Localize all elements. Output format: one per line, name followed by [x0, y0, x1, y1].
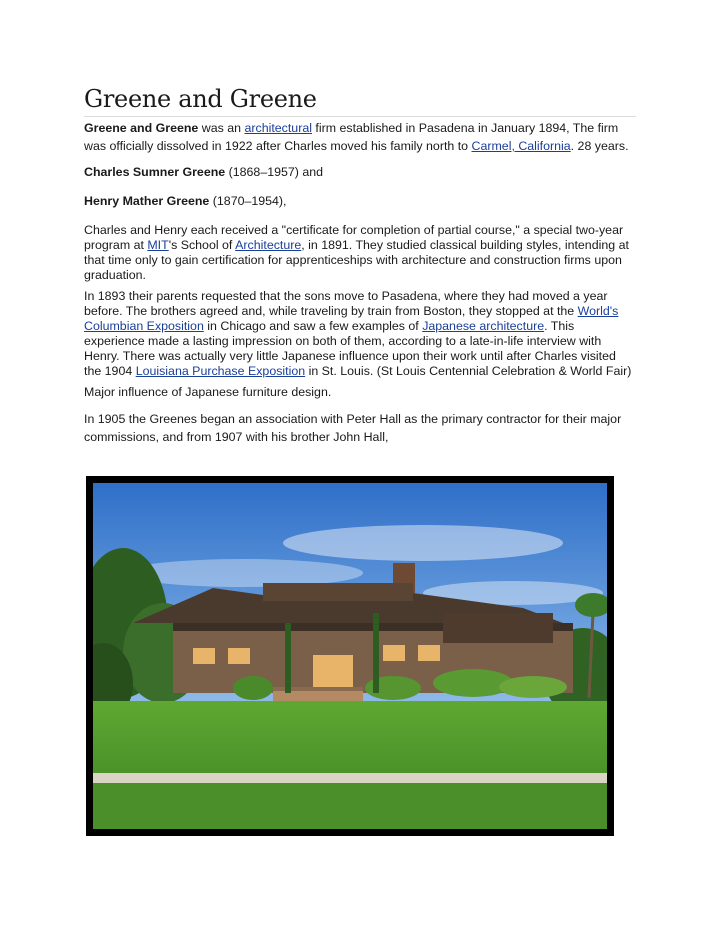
page-title: Greene and Greene [84, 84, 636, 117]
charles-paragraph [84, 165, 636, 180]
link-louisiana-purchase-exposition[interactable]: Louisiana Purchase Exposition [135, 364, 306, 378]
henry-paragraph [84, 194, 636, 209]
link-japanese-architecture[interactable]: Japanese architecture [422, 319, 545, 333]
text-run: firm established in Pasadena in January 1894, The firm was officially dissolved in 1922 after Charles moved his family north to [84, 121, 619, 153]
sidewalk [93, 773, 607, 783]
link-mit[interactable]: MIT [147, 238, 169, 252]
link-architectural[interactable]: architectural [244, 121, 312, 135]
pasadena-paragraph [84, 289, 636, 379]
document-page [84, 84, 636, 446]
henry-name: Henry Mather Greene [84, 194, 210, 208]
text-run: . 28 years. [570, 139, 629, 153]
link-architecture[interactable]: Architecture [235, 238, 302, 252]
text-run: In 1893 their parents requested that the sons move to Pasadena, where they had moved a year before. The brothers agreed and, while traveling by train from Boston, they stopped at the [84, 289, 608, 318]
cloud [283, 525, 563, 561]
parkway-grass [93, 783, 607, 829]
intro-paragraph [84, 119, 636, 155]
text-run: was an [198, 121, 245, 135]
link-carmel-california[interactable]: Carmel, California [471, 139, 571, 153]
text-run: (1868–1957) and [225, 165, 324, 179]
influence-paragraph: Major influence of Japanese furniture design. [84, 385, 332, 399]
text-run: Charles and Henry each received a "certificate for completion of partial course," a special two-year program at [84, 223, 624, 252]
gamble-house-photo [93, 483, 607, 829]
text-run: , in 1891. They studied classical building styles, intending at that time only to gain certification for apprenticeships with architecture and construction firms upon graduation. [84, 238, 629, 282]
house-photo-frame [86, 476, 614, 836]
hall-paragraph: In 1905 the Greenes began an association with Peter Hall as the primary contractor for their major commissions, and from 1907 with his brother John Hall, [84, 412, 622, 444]
text-run: in St. Louis. (St Louis Centennial Celebration & World Fair) [305, 364, 632, 378]
education-paragraph [84, 223, 636, 283]
text-run: (1870–1954), [209, 194, 287, 208]
link-worlds-columbian-exposition[interactable]: World's Columbian Exposition [84, 304, 619, 333]
firm-name: Greene and Greene [84, 121, 199, 135]
charles-name: Charles Sumner Greene [84, 165, 226, 179]
text-run: 's School of [168, 238, 236, 252]
text-run: in Chicago and saw a few examples of [203, 319, 423, 333]
text-run: . This experience made a lasting impression on both of them, according to a late-in-life interview with Henry. There was actually very little Japanese influence upon their work until after Charles visited the 1904 [84, 319, 616, 378]
